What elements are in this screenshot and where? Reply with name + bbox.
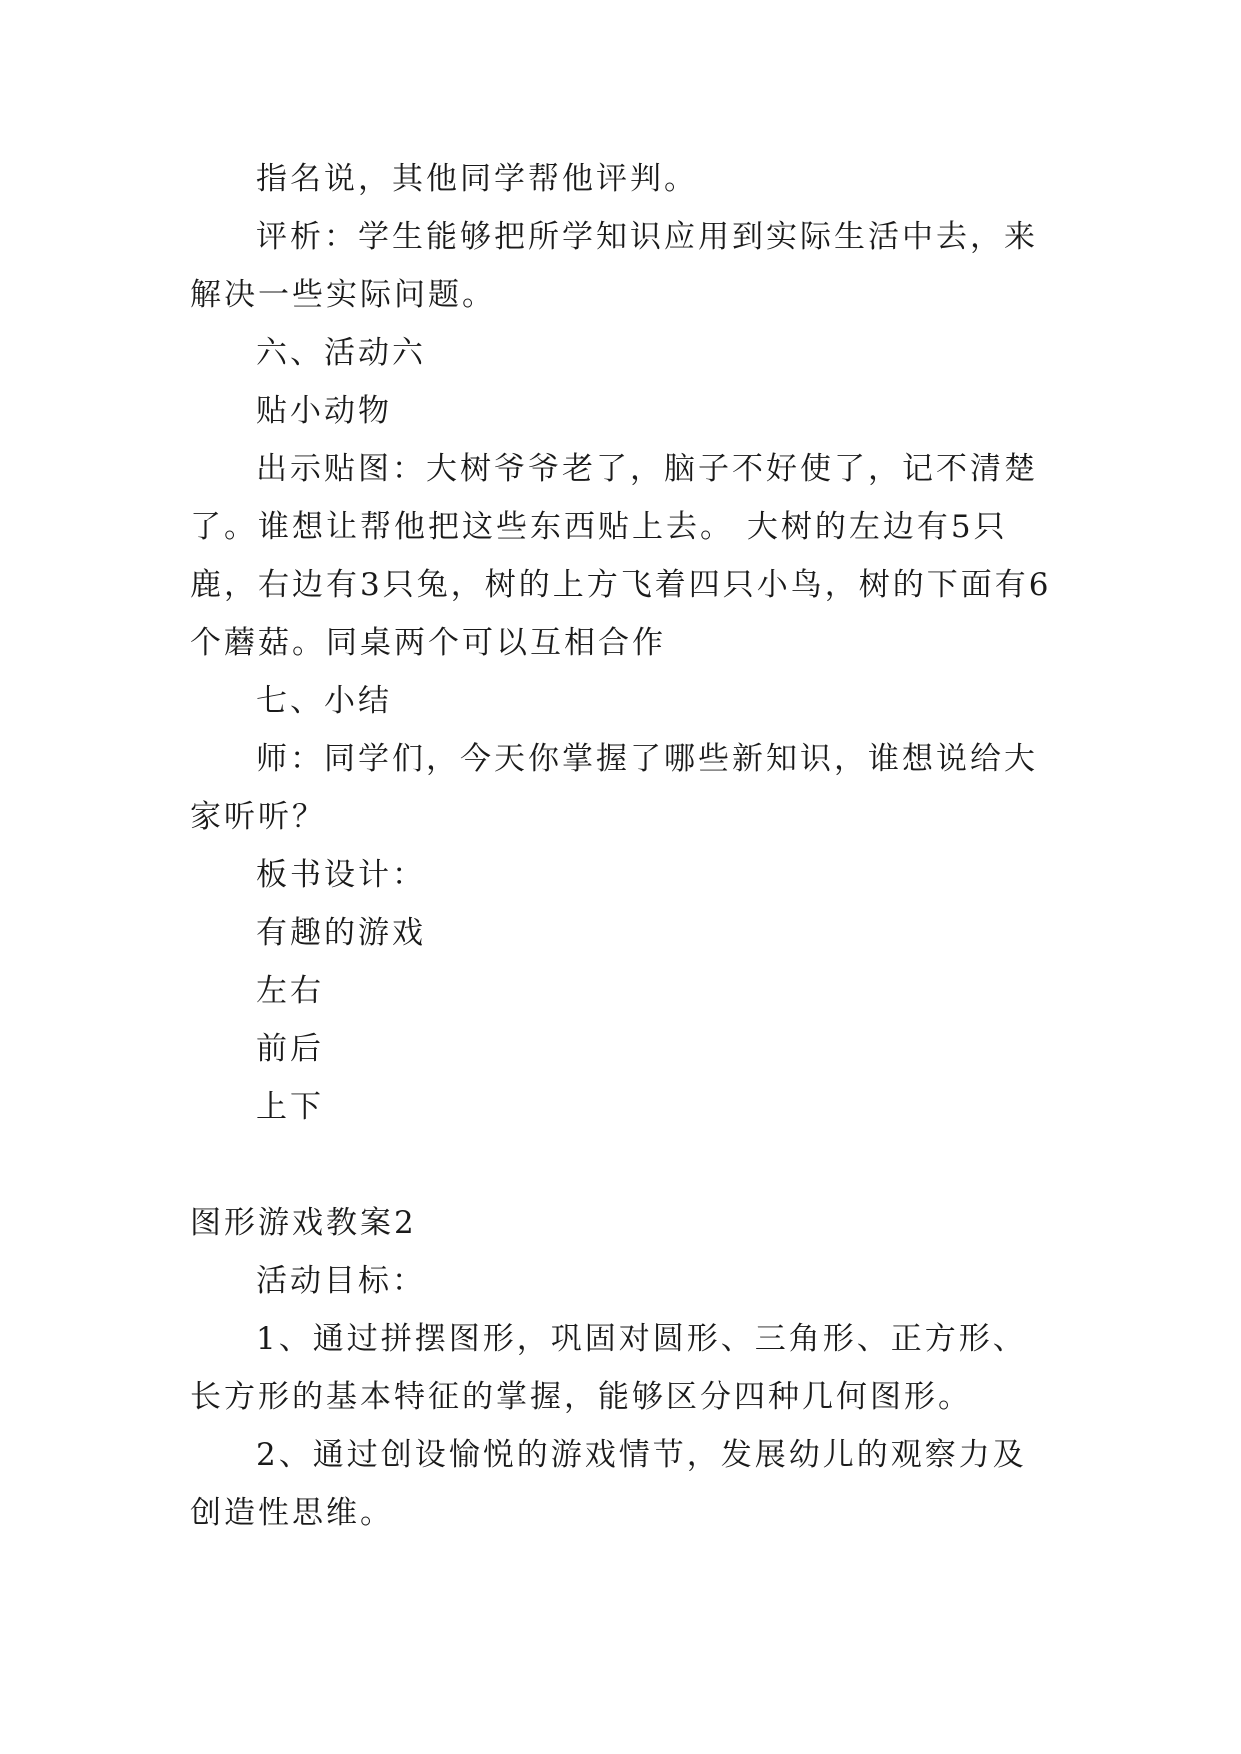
- paragraph: 有趣的游戏: [256, 915, 426, 951]
- paragraph: 师：同学们，今天你掌握了哪些新知识，谁想说给大家听听？: [190, 741, 1038, 835]
- paragraph: 评析：学生能够把所学知识应用到实际生活中去，来解决一些实际问题。: [190, 219, 1038, 313]
- paragraph: 板书设计：: [256, 857, 426, 893]
- paragraph: 指名说，其他同学帮他评判。: [256, 161, 698, 197]
- paragraph: 前后: [256, 1031, 324, 1067]
- paragraph: 活动目标：: [256, 1263, 426, 1299]
- document-title: 图形游戏教案2: [190, 1205, 417, 1241]
- paragraph: 出示贴图：大树爷爷老了，脑子不好使了，记不清楚了。谁想让帮他把这些东西贴上去。 大树的左边有5只鹿，右边有3只兔，树的上方飞着四只小鸟，树的下面有6个蘑菇。同桌两个可以互相合作: [190, 451, 1052, 661]
- document-page: [190, 150, 1052, 1542]
- section-heading: 七、小结: [256, 683, 392, 719]
- paragraph: 2、通过创设愉悦的游戏情节，发展幼儿的观察力及创造性思维。: [190, 1437, 1027, 1531]
- paragraph: 左右: [256, 973, 324, 1009]
- paragraph: 上下: [256, 1089, 324, 1125]
- paragraph: 贴小动物: [256, 393, 392, 429]
- spacer: [190, 1136, 1052, 1194]
- paragraph: 1、通过拼摆图形，巩固对圆形、三角形、正方形、长方形的基本特征的掌握，能够区分四种几何图形。: [190, 1321, 1027, 1415]
- section-heading: 六、活动六: [256, 335, 426, 371]
